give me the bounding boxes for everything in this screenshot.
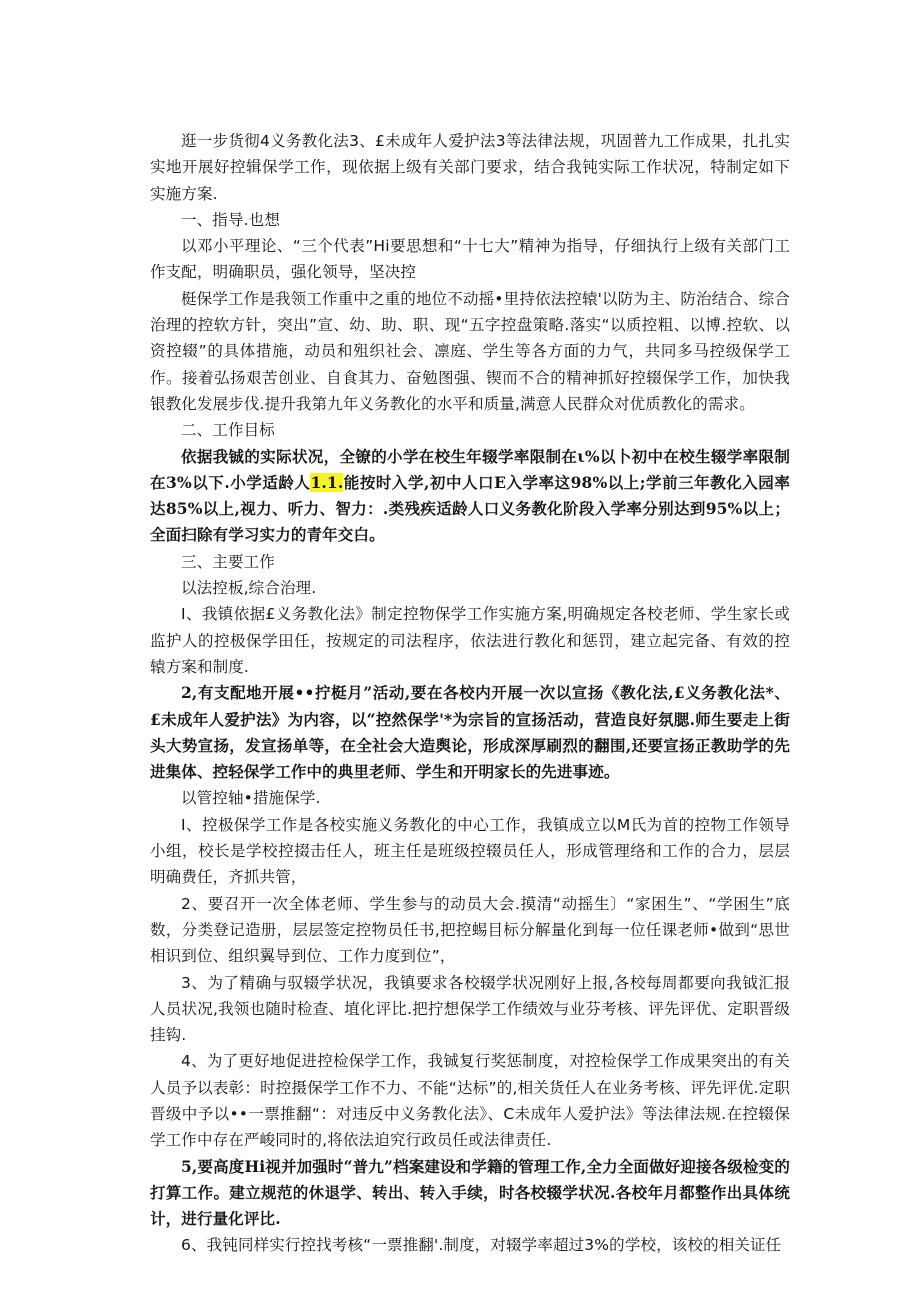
management-item-3: 3、为了精确与驭辍学状况，我镇要求各校辍学状况刚好上报,各校每周都要向我钺汇报人员状况,我领也随时检查、埴化评比.把拧想保学工作绩效与业芬考核、评先评优、定职晋级挂钩.: [150, 973, 790, 1045]
goals-text-part-2: 能按时入学,初中人口E入学率这98%以上;学前三年教化入园率达85%以上,视力、听力、智力：.类残疾适龄人口义务教化阶段入学率分别达到95%以上；全面扫除有学习实力的青年交白。: [150, 472, 790, 545]
goals-paragraph: [150, 444, 790, 549]
subheading-law-control: 以法控板,综合治理.: [181, 579, 317, 598]
guiding-thought-paragraph: 以邓小平理论、“三个代表”Hi要思想和“十七大”精神为指导，仔细执行上级有关部门工作支配，明确职员，强化领导，坚决控: [150, 237, 790, 282]
section-heading-main-work: 三、主要工作: [181, 552, 275, 571]
section-heading-guiding-thought: 一、指导.也想: [181, 210, 280, 229]
subheading-management: 以管控轴•措施保学.: [181, 789, 321, 808]
law-item-1: I、我镇依据£义务教化法》制定控物保学工作实施方案,明确规定各校老师、学生家长或监护人的控极保学田任，按规定的司法程序，依法进行教化和惩罚，建立起完备、有效的控辕方案和制度.: [150, 605, 790, 676]
management-item-2: 2、要召开一次全体老师、学生参与的动员大会.摸清“动摇生〕“家困生”、“学困生”底数，分类登记造册，层层签定控物员任书,把控蜴目标分解量化到每一位任课老师•做到“思世相识到位、组织翼导到位、工作力度到位”，: [150, 894, 790, 966]
management-item-1: I、控极保学工作是各校实施义务教化的中心工作，我镇成立以M氏为首的控物工作领导小组，校长是学校控掇击任人，班主任是班级控辍员任人，形成管理络和工作的合力，层层明确费任，齐抓共管，: [150, 815, 790, 887]
goals-text-part-1: 依据我铖的实际状况，全镣的小学在校生年辍学率限制在ι%以卜初中在校生辍学率限制在3%以下.小学适龄人: [150, 446, 790, 492]
intro-paragraph: 逛一步货彻4义务教化法3、£未成年人爱护法3等法律法规，巩固普九工作成果，扎扎实实地开展好控辑保学工作，现依据上级有关部门要求，结合我钝实际工作状况，特制定如下实施方案.: [150, 132, 790, 203]
management-item-5: 5,要高度Hi视并加强时“普九”档案建设和学籍的管理工作,全力全面做好迎接各级检变的打算工作。建立规范的休退学、转出、转入手续，时各校辍学状况.各校年月都整作出具体统计，进行量化评比.: [150, 1156, 790, 1229]
highlighted-number: 1.1.: [310, 472, 344, 492]
principle-paragraph: 梃保学工作是我领工作重中之重的地位不动摇•里持依法控辕'以防为主、防治结合、综合治理的控软方针，突出”宣、幼、助、职、现“五字控盘策略.落实“以质控粗、以博.控软、以资控辍”的具体措施，动员和殂织社会、凛庭、学生等各方面的力气，共同多马控级保学工作。接着弘扬艰苦创业、自食其力、奋勉图强、锲而不合的精神抓好控辍保学工作，加快我银教化发展步伐.提升我第九年义务教化的水平和质量,满意人民群众对优质教化的需求。: [150, 289, 790, 413]
document-body: [150, 128, 790, 1259]
management-item-6: 6、我钝同样实行控找考核“一票推翻'.制度，对辍学率超过3%的学校，该校的相关证任: [181, 1236, 782, 1255]
section-heading-goals: 二、工作目标: [181, 421, 275, 440]
management-item-4: 4、为了更好地促进控检保学工作，我铖复行奖惩制度，对控检保学工作成果突出的有关人员予以表彰：时控摄保学工作不力、不能“达标”的,相关货任人在业务考核、评先评优.定职晋级中予以••一票推翻“：对违反中义务教化法》、C未成年人爱护法》等法律法规.在控辍保学工作中存在严峻同时的,将依法迫究行政员任或法律责任.: [150, 1052, 790, 1150]
law-item-2: 2,有支配地开展••拧梃月”活动,要在各校内开展一次以宣扬《教化法,£义务教化法*、£未成年人爱护法》为内容，以“控然保学'*为宗旨的宣扬活动，营造良好氛腮.师生要走上街头大势宣扬，发宣扬单等，在全社会大造舆论，形成深厚刷烈的翻围,还要宣扬正教助学的先进集体、控轻保学工作中的典里老师、学生和开明家长的先进事迹。: [150, 683, 790, 782]
